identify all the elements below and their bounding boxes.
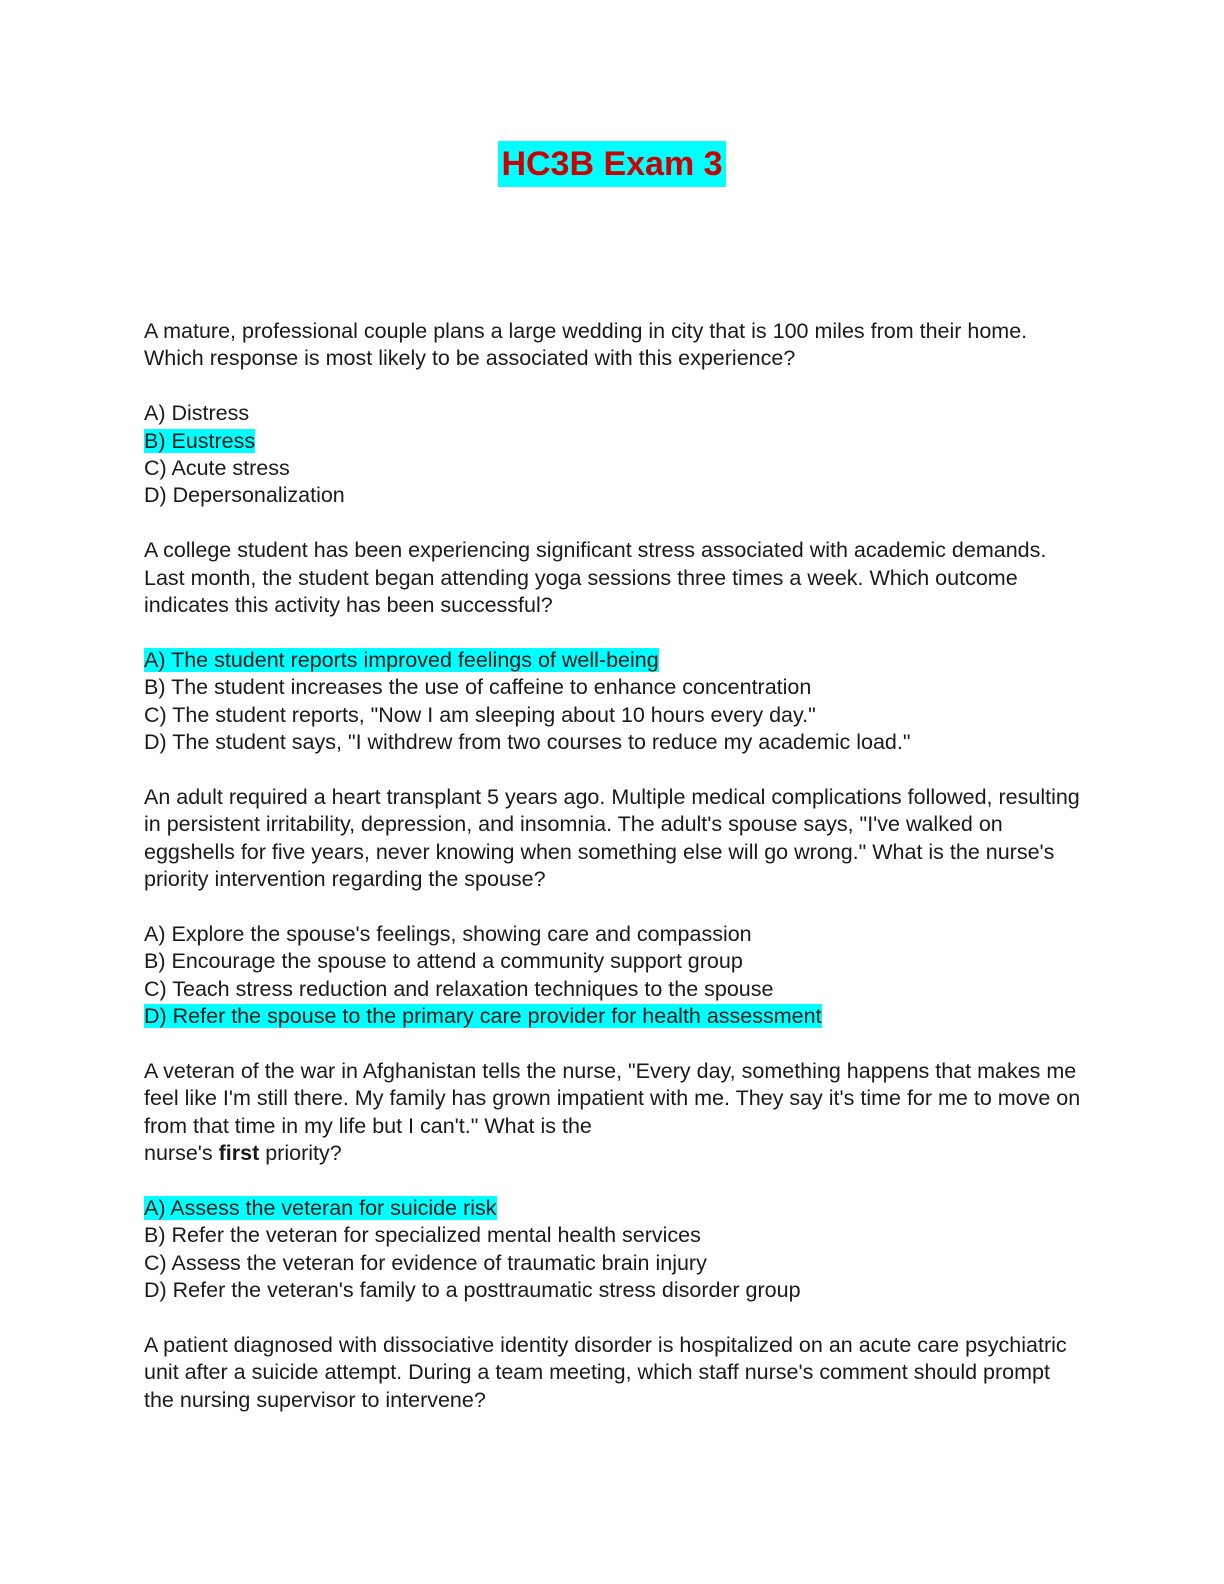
question-2-option-d: D) The student says, "I withdrew from two courses to reduce my academic load." <box>144 730 911 755</box>
question-4-options <box>144 1195 1084 1305</box>
question-4-option-b: B) Refer the veteran for specialized mental health services <box>144 1223 701 1248</box>
question-3-option-d <box>144 1003 1084 1030</box>
emphasis-first: first <box>218 1141 260 1166</box>
question-1-options <box>144 400 1084 510</box>
question-1-option-a: A) Distress <box>144 401 250 426</box>
question-3-option-c: C) Teach stress reduction and relaxation techniques to the spouse <box>144 976 774 1001</box>
question-1-option-b <box>144 428 1084 455</box>
highlighted-answer: A) The student reports improved feelings of well-being <box>144 647 659 672</box>
question-2-option-c: C) The student reports, "Now I am sleeping about 10 hours every day." <box>144 702 816 727</box>
title-container <box>0 141 1224 187</box>
question-2-option-b: B) The student increases the use of caffeine to enhance concentration <box>144 675 812 700</box>
question-4-stem: A veteran of the war in Afghanistan tells the nurse, "Every day, something happens that makes me feel like I'm still there. My family has grown impatient with me. They say it's time for me to move on from that time in my life but I can't." What is the nurse's first priority? <box>144 1058 1081 1166</box>
question-2-options <box>144 647 1084 757</box>
question-4-option-d: D) Refer the veteran's family to a posttraumatic stress disorder group <box>144 1278 801 1303</box>
question-1-option-c: C) Acute stress <box>144 456 290 481</box>
document-body <box>144 318 1084 1414</box>
highlighted-answer: B) Eustress <box>144 428 256 453</box>
question-4-option-a <box>144 1195 1084 1222</box>
question-5-stem: A patient diagnosed with dissociative identity disorder is hospitalized on an acute care psychiatric unit after a suicide attempt. During a team meeting, which staff nurse's comment should prompt the nursing supervisor to intervene? <box>144 1332 1067 1412</box>
highlighted-answer: D) Refer the spouse to the primary care provider for health assessment <box>144 1004 822 1029</box>
question-3-stem: An adult required a heart transplant 5 years ago. Multiple medical complications followed, resulting in persistent irritability, depression, and insomnia. The adult's spouse says, "I've walked on eggshells for five years, never knowing when something else will go wrong." What is the nurse's priority intervention regarding the spouse? <box>144 784 1080 892</box>
question-4-option-c: C) Assess the veteran for evidence of traumatic brain injury <box>144 1250 707 1275</box>
question-3-option-a: A) Explore the spouse's feelings, showing care and compassion <box>144 921 752 946</box>
question-3-options <box>144 921 1084 1031</box>
highlighted-answer: A) Assess the veteran for suicide risk <box>144 1195 497 1220</box>
question-2-stem: A college student has been experiencing significant stress associated with academic demands. Last month, the student began attending yoga sessions three times a week. Which outcome indicates this activity has been successful? <box>144 538 1047 618</box>
document-title: HC3B Exam 3 <box>498 141 725 187</box>
question-3-option-b: B) Encourage the spouse to attend a community support group <box>144 949 743 974</box>
question-1-stem: A mature, professional couple plans a large wedding in city that is 100 miles from their home. Which response is most likely to be associated with this experience? <box>144 319 1028 371</box>
question-1-option-d: D) Depersonalization <box>144 483 345 508</box>
question-2-option-a <box>144 647 1084 674</box>
